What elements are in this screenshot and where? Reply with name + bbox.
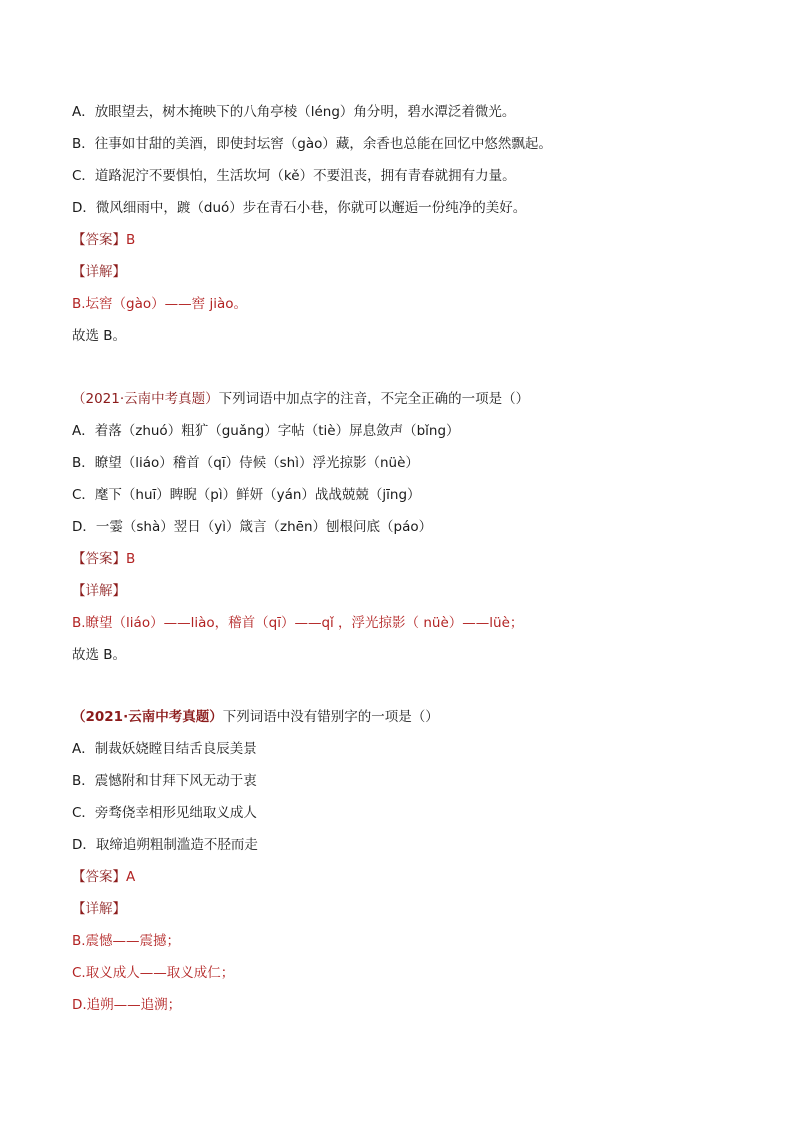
q2-option-c: C．麾下（huī）睥睨（pì）鲜妍（yán）战战兢兢（jīng） (72, 487, 421, 503)
q2-source: （2021·云南中考真题） (72, 391, 219, 407)
answer-value: B (126, 232, 136, 248)
q2-detail-line: B.瞭望（liáo）——liào，稽首（qī）——qǐ ，浮光掠影（ nüè）——lüè； (72, 615, 524, 631)
q3-stem (72, 707, 439, 727)
q1-option-b: B．往事如甘甜的美酒，即使封坛窖（gào）藏，余香也总能在回忆中悠然飘起。 (72, 136, 552, 152)
answer-value: B (126, 551, 136, 567)
q1-option-d: D．微风细雨中，踱（duó）步在青石小巷，你就可以邂逅一份纯净的美好。 (72, 200, 527, 216)
answer-label: 【答案】 (72, 232, 126, 248)
q2-detail-label: 【详解】 (72, 583, 126, 599)
q2-answer (72, 549, 135, 569)
q3-source: （2021·云南中考真题） (72, 709, 223, 725)
answer-value: A (126, 869, 136, 885)
q1-answer (72, 230, 135, 250)
q1-option-a: A．放眼望去，树木掩映下的八角亭棱（léng）角分明，碧水潭泛着微光。 (72, 104, 516, 120)
q3-detail-line-d: D.追朔——追溯； (72, 997, 182, 1013)
answer-label: 【答案】 (72, 869, 126, 885)
q1-detail-line: B.坛窖（gào）——窖 jiào。 (72, 296, 247, 312)
q2-option-b: B．瞭望（liáo）稽首（qī）侍候（shì）浮光掠影（nüè） (72, 455, 419, 471)
q3-option-d: D．取缔追朔粗制滥造不胫而走 (72, 837, 258, 853)
q1-detail-label: 【详解】 (72, 264, 126, 280)
q2-option-a: A．着落（zhuó）粗犷（guǎng）字帖（tiè）屏息敛声（bǐng） (72, 423, 460, 439)
q3-detail-line-b: B.震憾——震撼； (72, 933, 181, 949)
q3-option-b: B．震憾附和甘拜下风无动于衷 (72, 773, 257, 789)
q3-detail-label: 【详解】 (72, 901, 126, 917)
answer-label: 【答案】 (72, 551, 126, 567)
q2-conclusion: 故选 B。 (72, 647, 127, 663)
q3-detail-line-c: C.取义成人——取义成仁； (72, 965, 235, 981)
q3-stem-text: 下列词语中没有错别字的一项是（） (222, 709, 439, 725)
q2-stem (72, 389, 529, 409)
q2-stem-text: 下列词语中加点字的注音，不完全正确的一项是（） (218, 391, 530, 407)
q3-option-a: A．制裁妖娆瞠目结舌良辰美景 (72, 741, 257, 757)
q1-option-c: C．道路泥泞不要惧怕，生活坎坷（kě）不要沮丧，拥有青春就拥有力量。 (72, 168, 516, 184)
q3-answer (72, 867, 135, 887)
q1-conclusion: 故选 B。 (72, 328, 127, 344)
q3-option-c: C．旁骛侥幸相形见绌取义成人 (72, 805, 257, 821)
q2-option-d: D．一霎（shà）翌日（yì）箴言（zhēn）刨根问底（páo） (72, 519, 433, 535)
